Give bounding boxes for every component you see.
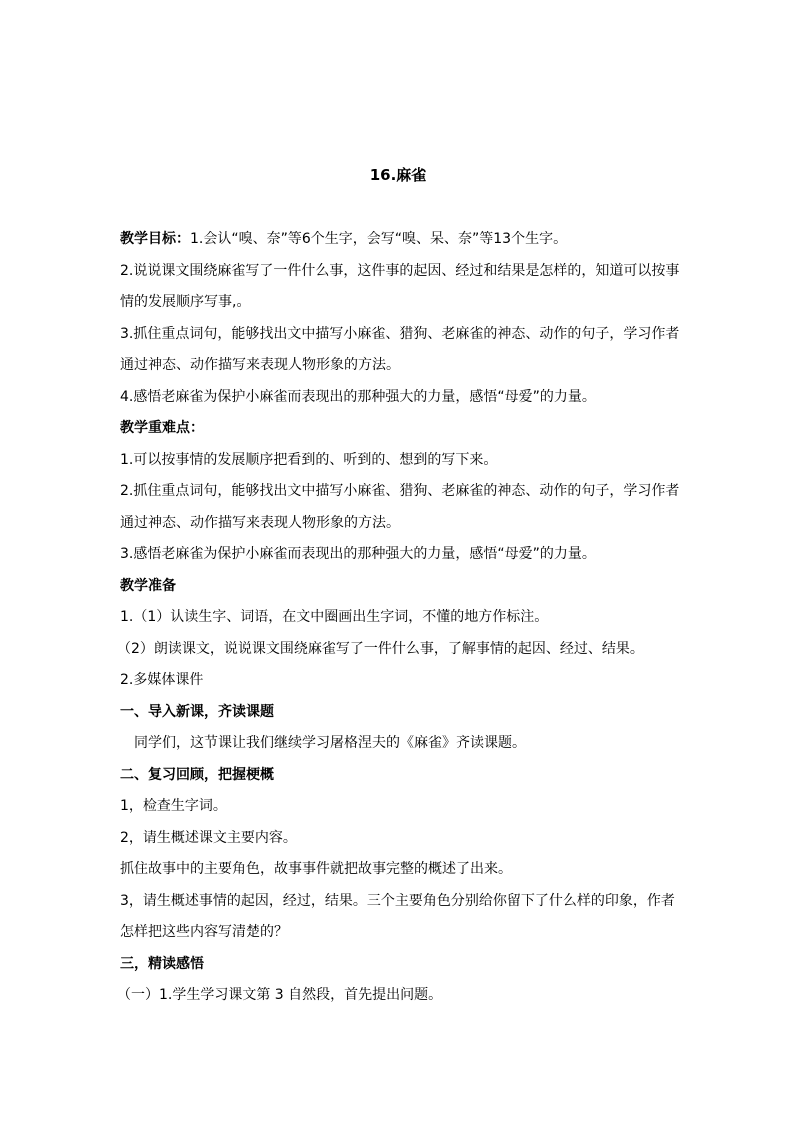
goals-line-1 bbox=[120, 224, 676, 256]
goals-line-5: 通过神态、动作描写来表现人物形象的方法。 bbox=[120, 357, 400, 373]
document-page bbox=[117, 164, 680, 1012]
key-points-line-3: 通过神态、动作描写来表现人物形象的方法。 bbox=[120, 514, 400, 531]
preparation-line-3: 2.多媒体课件 bbox=[120, 672, 204, 688]
key-points-line-4: 3.感悟老麻雀为保护小麻雀而表现出的那种强大的力量，感悟“母爱”的力量。 bbox=[120, 546, 596, 562]
section2-line-4: 3，请生概述事情的起因，经过，结果。三个主要角色分别给你留下了什么样的印象，作者 bbox=[120, 892, 675, 909]
goals-label: 教学目标： bbox=[120, 231, 190, 247]
goals-line-6: 4.感悟老麻雀为保护小麻雀而表现出的那种强大的力量，感悟“母爱”的力量。 bbox=[120, 388, 596, 405]
section3-line-1: （一）1.学生学习课文第 3 自然段，首先提出问题。 bbox=[117, 987, 443, 1003]
key-points-line-2: 2.抓住重点词句，能够找出文中描写小麻雀、猎狗、老麻雀的神态、动作的句子，学习作者 bbox=[120, 483, 680, 499]
goals-line-4: 3.抓住重点词句，能够找出文中描写小麻雀、猎狗、老麻雀的神态、动作的句子，学习作者 bbox=[120, 325, 680, 342]
section2-line-3: 抓住故事中的主要角色，故事事件就把故事完整的概述了出来。 bbox=[120, 861, 512, 877]
goals-line-3: 情的发展顺序写事,。 bbox=[120, 294, 251, 310]
key-points-heading: 教学重难点： bbox=[120, 420, 204, 436]
section2-heading: 二、复习回顾，把握梗概 bbox=[120, 766, 274, 783]
preparation-line-2: （2）朗读课文，说说课文围绕麻雀写了一件什么事，了解事情的起因、经过、结果。 bbox=[117, 640, 644, 657]
section2-line-5: 怎样把这些内容写清楚的？ bbox=[120, 924, 288, 940]
section2-line-2: 2，请生概述课文主要内容。 bbox=[120, 829, 297, 846]
goals-first-text: 1.会认“嗅、奈”等6个生字，会写“嗅、呆、奈”等13个生字。 bbox=[190, 231, 568, 247]
document-title: 16.麻雀 bbox=[369, 166, 427, 184]
section1-heading: 一、导入新课，齐读课题 bbox=[120, 703, 274, 720]
section2-line-1: 1，检查生字词。 bbox=[120, 798, 227, 814]
goals-line-2: 2.说说课文围绕麻雀写了一件什么事，这件事的起因、经过和结果是怎样的，知道可以按事 bbox=[120, 262, 680, 279]
preparation-heading: 教学准备 bbox=[120, 577, 176, 594]
section1-text: 同学们，这节课让我们继续学习屠格涅夫的《麻雀》齐读课题。 bbox=[134, 735, 526, 751]
section3-heading: 三，精读感悟 bbox=[120, 955, 204, 972]
preparation-line-1: 1.（1）认读生字、词语，在文中圈画出生字词，不懂的地方作标注。 bbox=[120, 609, 549, 625]
key-points-line-1: 1.可以按事情的发展顺序把看到的、听到的、想到的写下来。 bbox=[120, 451, 498, 468]
